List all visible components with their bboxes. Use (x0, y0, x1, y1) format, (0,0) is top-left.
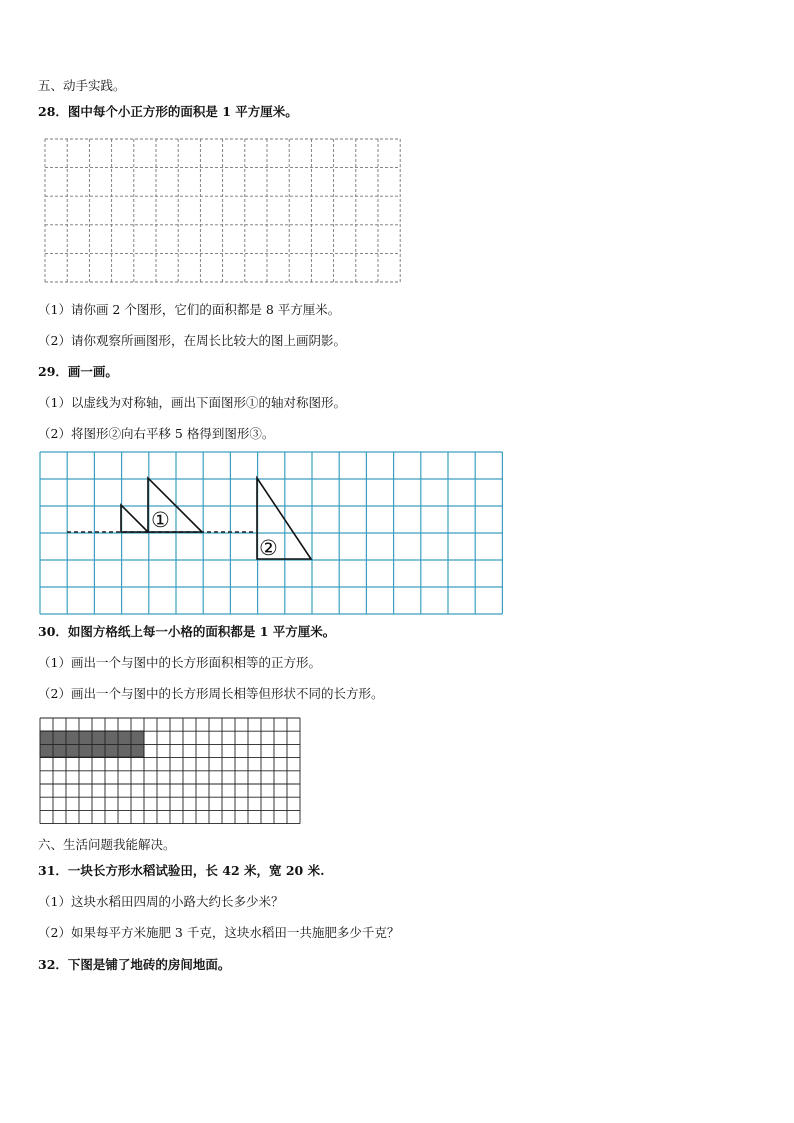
question-28-prompt: 28．图中每个小正方形的面积是 1 平方厘米。 (38, 104, 298, 119)
question-30-prompt: 30．如图方格纸上每一小格的面积都是 1 平方厘米。 (38, 624, 336, 639)
figure-1-small-triangle (121, 505, 148, 532)
section-heading-5: 五、动手实践。 (38, 78, 126, 93)
question-29-sub2: （2）将图形②向右平移 5 格得到图形③。 (38, 426, 275, 441)
question-31-sub1: （1）这块水稻田四周的小路大约长多少米？ (38, 894, 284, 909)
question-30-sub1: （1）画出一个与图中的长方形面积相等的正方形。 (38, 655, 321, 670)
question-32-prompt: 32．下图是铺了地砖的房间地面。 (38, 957, 231, 972)
question-29-prompt: 29．画一画。 (38, 364, 118, 379)
question-28-sub2: （2）请你观察所画图形，在周长比较大的图上画阴影。 (38, 333, 346, 348)
figure-1-label: ① (151, 508, 170, 532)
figure-2-label: ② (259, 536, 278, 560)
q30-grid (39, 717, 305, 825)
question-30-sub2: （2）画出一个与图中的长方形周长相等但形状不同的长方形。 (38, 686, 384, 701)
question-31-prompt: 31．一块长方形水稻试验田，长 42 米，宽 20 米. (38, 863, 325, 878)
question-28-sub1: （1）请你画 2 个图形，它们的面积都是 8 平方厘米。 (38, 302, 341, 317)
q28-dashed-grid (44, 138, 404, 284)
q29-blue-grid (39, 451, 507, 615)
question-29-sub1: （1）以虚线为对称轴，画出下面图形①的轴对称图形。 (38, 395, 346, 410)
section-heading-6: 六、生活问题我能解决。 (38, 837, 176, 852)
question-31-sub2: （2）如果每平方米施肥 3 千克，这块水稻田一共施肥多少千克？ (38, 925, 400, 940)
